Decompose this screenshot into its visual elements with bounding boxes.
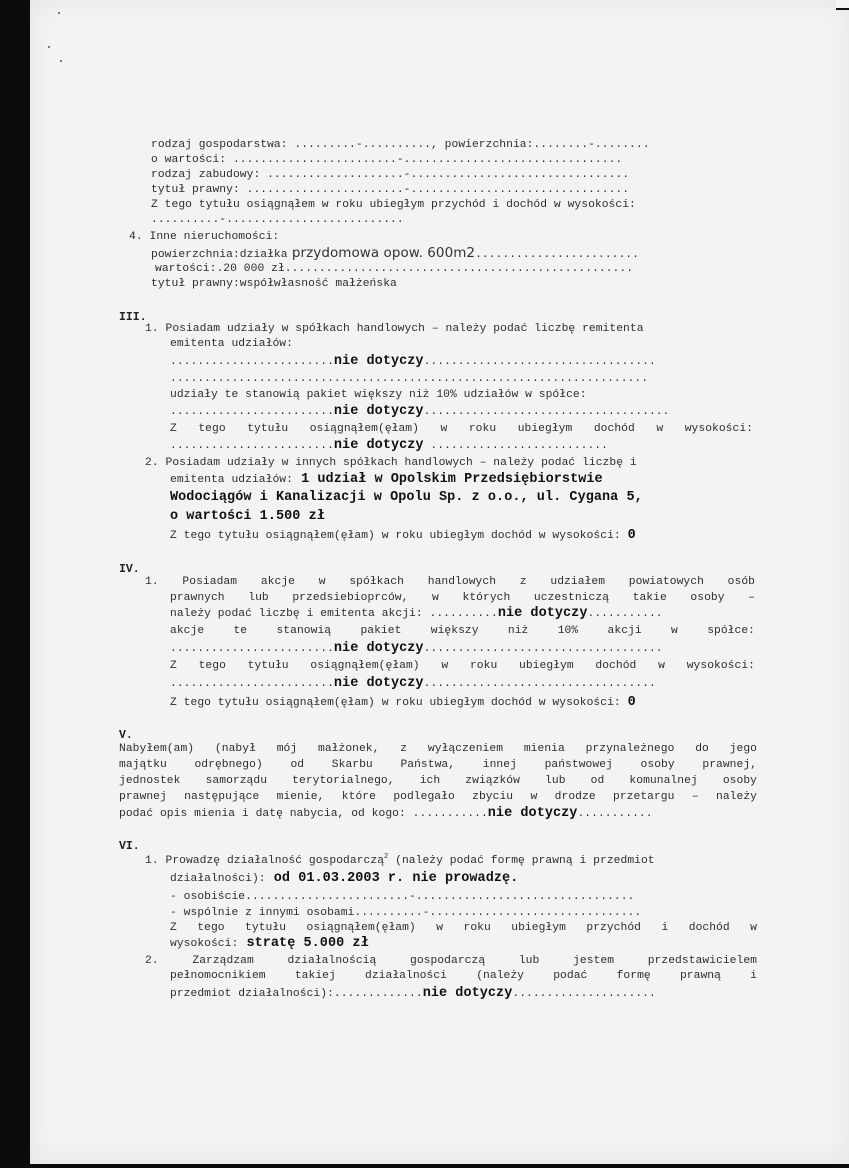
not-applicable-answer: nie dotyczy [422,986,513,1001]
income-zero: 0 [627,528,636,543]
income-answer: stratę 5.000 zł [238,936,369,951]
not-applicable-answer: nie dotyczy [333,438,424,453]
stocks-percent-answer-line [170,642,663,656]
buildings-type-line: rodzaj zabudowy: ....................-................................ [151,169,630,181]
acquisition-line-2 [119,759,757,772]
footnote-marker: 2 [384,853,389,862]
jointly-line: - wspólnie z innymi osobami..........-............................... [170,907,642,919]
dots: .......................... [423,440,608,452]
dots: ........................ [170,678,334,690]
section-iv-heading: IV. [119,563,140,576]
acquisition-text-2: majątku odrębnego) od Skarbu Państwa, innej państwowej osoby prawnej, [119,759,757,771]
management-question-text-2: pełnomocnikiem takiej działalności (należy podać formę prawną i [170,970,757,982]
area-value: przydomowa opow. 600m2 [287,245,476,261]
area-label: powierzchnia:działka [151,249,288,261]
stocks-question-text: 1. Posiadam akcje w spółkach handlowych z udziałem powiatowych osób [145,576,755,588]
speck [60,60,62,62]
acquisition-text-3: jednostek samorządu terytorialnego, ich związków lub od komunalnej osoby [119,775,757,787]
management-label: przedmiot działalności):............. [170,988,423,1000]
stocks-income-line [170,660,755,673]
business-question-line [145,855,655,868]
business-answer-line [170,872,518,886]
dots: .................................. [423,678,656,690]
not-applicable-answer: nie dotyczy [333,404,424,419]
not-applicable-answer: nie dotyczy [497,606,588,621]
acquisition-question: podać opis mienia i datę nabycia, od kogo: ........... [119,808,488,820]
acquisition-text-4: prawnej następujące mienie, które podlegało zbyciu w drodze przetargu – należy [119,791,757,803]
speck [48,46,50,48]
dots: ................................... [423,643,663,655]
dots: ........... [577,808,653,820]
income-statement-line: Z tego tytułu osiągnąłem w roku ubiegłym przychód i dochód w wysokości: [151,199,636,211]
stocks-question-line-2 [170,592,755,605]
business-question-rest: (należy podać formę prawną i przedmiot [388,855,655,867]
income-label: wysokości: [170,938,239,950]
dots: ........................ [170,356,334,368]
stocks-question-text-2: prawnych lub przedsiebioprców, w których uczestniczą takie osoby – [170,592,755,604]
legal-title-line: tytuł prawny: .......................-................................ [151,184,630,196]
income-dots-line: ..........-.......................... [151,214,404,226]
business-answer: od 01.03.2003 r. nie prowadzę. [265,871,519,886]
other-shares-issuer-line [170,473,603,487]
management-question-line [145,955,757,968]
issuer-answer: 1 udział w Opolskim Przedsiębiorstwie [292,472,603,487]
stocks-percent-text: akcje te stanowią pakiet większy niż 10% akcji w spółce: [170,625,755,637]
scan-corner-mark [836,0,849,10]
dots: ........................ [170,406,334,418]
issuer-label: emitenta udziałów: [170,474,293,486]
shares-income-text: Z tego tytułu osiągnąłem(ęłam) w roku ubiegłym dochód w wysokości: [170,423,753,435]
management-question-line-2 [170,970,757,983]
shares-issuer-line: emitenta udziałów: [170,338,293,350]
dots: ..................... [512,988,656,1000]
dots: ........................ [170,440,334,452]
shares-income-line [170,423,753,436]
business-label: działalności): [170,873,266,885]
business-income-line [170,922,757,935]
stocks-income-line-2 [170,696,636,710]
farm-type-line: rodzaj gospodarstwa: .........-.........., powierzchnia:........-........ [151,139,650,151]
shares-percent-line: udziały te stanowią pakiet większy niż 10% udziałów w spółce: [170,389,587,401]
other-shares-question-line: 2. Posiadam udziały w innych spółkach handlowych – należy podać liczbę i [145,457,637,469]
business-income-answer-line [170,937,369,951]
farm-value-line: o wartości: ........................-................................ [151,154,623,166]
acquisition-line-3 [119,775,757,788]
issuer-value-line: o wartości 1.500 zł [170,509,325,524]
speck [58,12,60,14]
shares-question-line: 1. Posiadam udziały w spółkach handlowych – należy podać liczbę remitenta [145,323,644,335]
not-applicable-answer: nie dotyczy [333,641,424,656]
business-question-text: 1. Prowadzę działalność gospodarczą [145,855,385,867]
acquisition-text-1: Nabyłem(am) (nabył mój małżonek, z wyłączeniem mienia przynależnego do jego [119,743,757,755]
area-line [151,247,639,262]
dots: ........... [587,608,663,620]
dots: .................................. [423,356,656,368]
other-shares-income-line [170,529,636,543]
management-answer-line [170,987,656,1001]
stocks-income-answer-line [170,677,656,691]
dots: ........................ [170,643,334,655]
shares-answer-line [170,355,656,369]
stocks-percent-line [170,625,755,638]
stocks-issuer-line [170,607,663,621]
section-vi-heading: VI. [119,840,140,853]
acquisition-line-1 [119,743,757,756]
shares-percent-answer-line [170,405,669,419]
issuer-answer-line-2: Wodociągów i Kanalizacji w Opolu Sp. z o.o., ul. Cygana 5, [170,490,643,505]
dots-line: ...................................................................... [170,373,649,385]
personally-line: - osobiście........................-................................ [170,891,635,903]
not-applicable-answer: nie dotyczy [333,354,424,369]
other-real-estate-heading: 4. Inne nieruchomości: [129,231,280,243]
not-applicable-answer: nie dotyczy [487,806,578,821]
management-question-text: 2. Zarządzam działalnością gospodarczą lub jestem przedstawicielem [145,955,757,967]
value-line: wartości:.20 000 zł................................................... [155,263,634,275]
stocks-question-line [145,576,755,589]
section-v-heading: V. [119,729,133,742]
shares-income-answer-line [170,439,608,453]
section-iii-heading: III. [119,311,147,324]
business-income-text: Z tego tytułu osiągnąłem(ęłam) w roku ubiegłym przychód i dochód w [170,922,757,934]
income-text: Z tego tytułu osiągnąłem(ęłam) w roku ubiegłym dochód w wysokości: [170,697,621,709]
stocks-income-text: Z tego tytułu osiągnąłem(ęłam) w roku ubiegłym dochód w wysokości: [170,660,755,672]
not-applicable-answer: nie dotyczy [333,676,424,691]
income-text: Z tego tytułu osiągnąłem(ęłam) w roku ubiegłym dochód w wysokości: [170,530,621,542]
dots: .................................... [423,406,670,418]
acquisition-answer-line [119,807,653,821]
area-dots: ........................ [475,249,639,261]
acquisition-line-4 [119,791,757,804]
ownership-line: tytuł prawny:współwłasność małżeńska [151,278,397,290]
income-zero: 0 [627,695,636,710]
stocks-issuer-text: należy podać liczbę i emitenta akcji: .......... [170,608,498,620]
scan-specks [40,8,70,68]
